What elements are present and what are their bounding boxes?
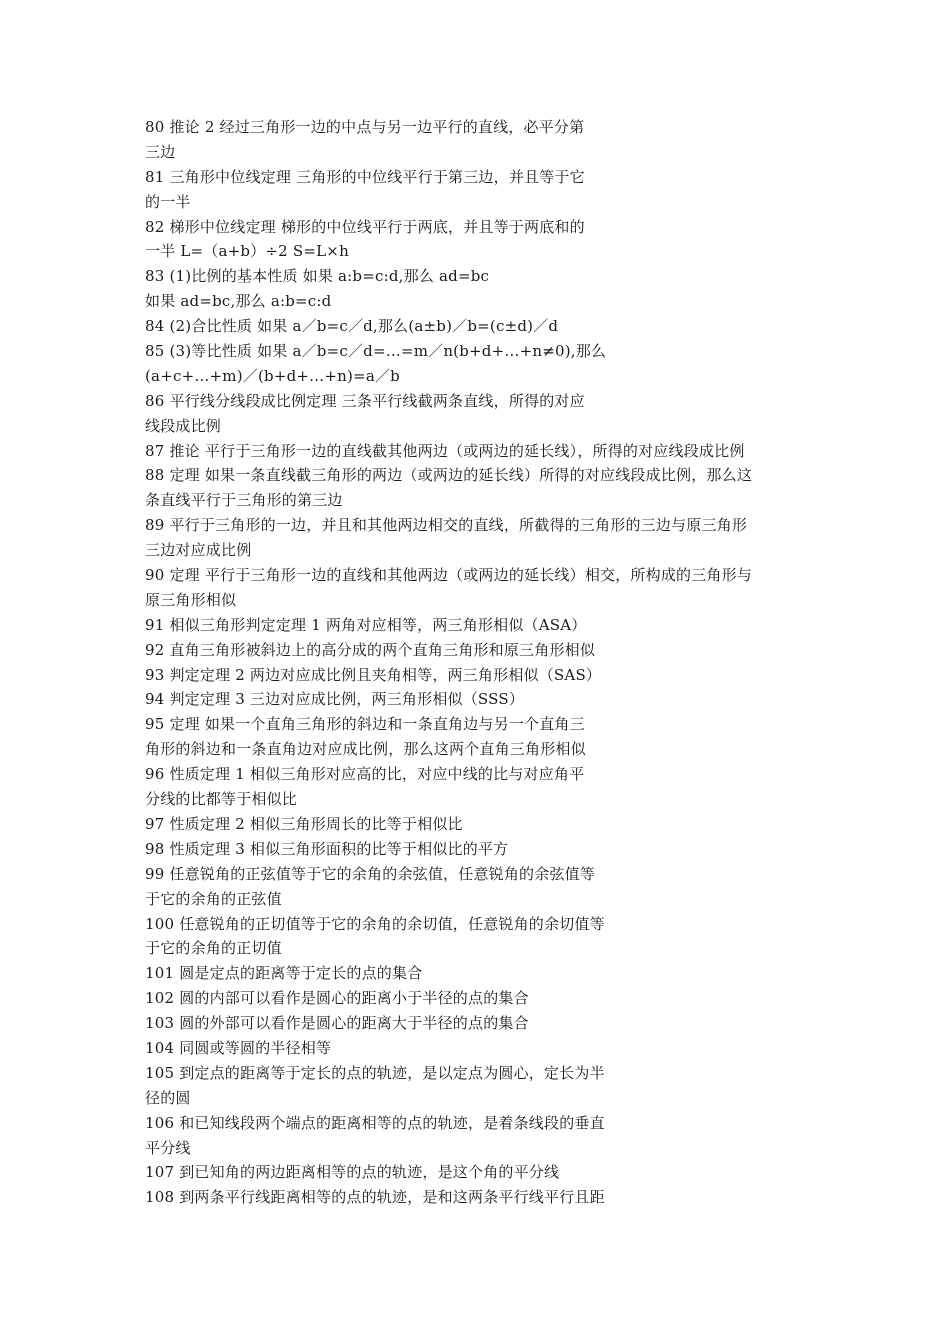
text-line: 97 性质定理 2 相似三角形周长的比等于相似比	[145, 814, 463, 833]
text-line: (a+c+…+m)／(b+d+…+n)=a／b	[145, 366, 400, 385]
text-line: 86 平行线分线段成比例定理 三条平行线截两条直线，所得的对应	[145, 391, 585, 410]
text-line: 角形的斜边和一条直角边对应成比例，那么这两个直角三角形相似	[145, 740, 586, 759]
text-line: 于它的余角的正切值	[145, 939, 282, 958]
text-line: 103 圆的外部可以看作是圆心的距离大于半径的点的集合	[145, 1014, 529, 1033]
text-line: 分线的比都等于相似比	[145, 790, 298, 809]
text-line: 89 平行于三角形的一边，并且和其他两边相交的直线，所截得的三角形的三边与原三角形	[145, 516, 748, 535]
text-line: 100 任意锐角的正切值等于它的余角的余切值，任意锐角的余切值等	[145, 914, 605, 933]
text-line: 94 判定定理 3 三边对应成比例，两三角形相似（SSS）	[145, 690, 525, 709]
text-line: 线段成比例	[145, 416, 222, 435]
text-line: 101 圆是定点的距离等于定长的点的集合	[145, 964, 423, 983]
text-line: 90 定理 平行于三角形一边的直线和其他两边（或两边的延长线）相交，所构成的三角形与	[145, 566, 753, 585]
text-line: 107 到已知角的两边距离相等的点的轨迹，是这个角的平分线	[145, 1163, 560, 1182]
text-line: 104 同圆或等圆的半径相等	[145, 1038, 332, 1057]
text-line: 的一半	[145, 192, 191, 211]
text-line: 82 梯形中位线定理 梯形的中位线平行于两底，并且等于两底和的	[145, 217, 585, 236]
text-line: 83 (1)比例的基本性质 如果 a:b=c:d,那么 ad=bc	[145, 267, 490, 286]
text-line: 如果 ad=bc,那么 a:b=c:d	[145, 292, 332, 311]
text-line: 径的圆	[145, 1088, 191, 1107]
text-line: 99 任意锐角的正弦值等于它的余角的余弦值，任意锐角的余弦值等	[145, 864, 596, 883]
text-line: 105 到定点的距离等于定长的点的轨迹，是以定点为圆心，定长为半	[145, 1063, 605, 1082]
text-line: 98 性质定理 3 相似三角形面积的比等于相似比的平方	[145, 839, 509, 858]
text-line: 一半 L=（a+b）÷2 S=L×h	[145, 242, 349, 261]
text-line: 三边	[145, 142, 176, 161]
text-line: 106 和已知线段两个端点的距离相等的点的轨迹，是着条线段的垂直	[145, 1113, 605, 1132]
text-line: 87 推论 平行于三角形一边的直线截其他两边（或两边的延长线），所得的对应线段成比例	[145, 441, 745, 460]
text-line: 三边对应成比例	[145, 541, 252, 560]
text-line: 81 三角形中位线定理 三角形的中位线平行于第三边，并且等于它	[145, 167, 585, 186]
text-line: 84 (2)合比性质 如果 a／b=c／d,那么(a±b)／b=(c±d)／d	[145, 317, 559, 336]
text-line: 85 (3)等比性质 如果 a／b=c／d=…=m／n(b+d+…+n≠0),那么	[145, 342, 607, 361]
text-line: 条直线平行于三角形的第三边	[145, 491, 343, 510]
text-line: 102 圆的内部可以看作是圆心的距离小于半径的点的集合	[145, 989, 529, 1008]
text-line: 于它的余角的正弦值	[145, 889, 282, 908]
document-body	[145, 115, 825, 1210]
text-line: 88 定理 如果一条直线截三角形的两边（或两边的延长线）所得的对应线段成比例，那么这	[145, 466, 753, 485]
text-line: 95 定理 如果一个直角三角形的斜边和一条直角边与另一个直角三	[145, 715, 585, 734]
text-line: 93 判定定理 2 两边对应成比例且夹角相等，两三角形相似（SAS）	[145, 665, 602, 684]
text-line: 80 推论 2 经过三角形一边的中点与另一边平行的直线，必平分第	[145, 118, 585, 136]
text-line: 原三角形相似	[145, 590, 237, 609]
text-line: 91 相似三角形判定定理 1 两角对应相等，两三角形相似（ASA）	[145, 615, 587, 634]
text-line: 92 直角三角形被斜边上的高分成的两个直角三角形和原三角形相似	[145, 640, 596, 659]
text-line: 平分线	[145, 1138, 191, 1157]
text-line: 108 到两条平行线距离相等的点的轨迹，是和这两条平行线平行且距	[145, 1188, 605, 1207]
text-line: 96 性质定理 1 相似三角形对应高的比，对应中线的比与对应角平	[145, 765, 585, 784]
